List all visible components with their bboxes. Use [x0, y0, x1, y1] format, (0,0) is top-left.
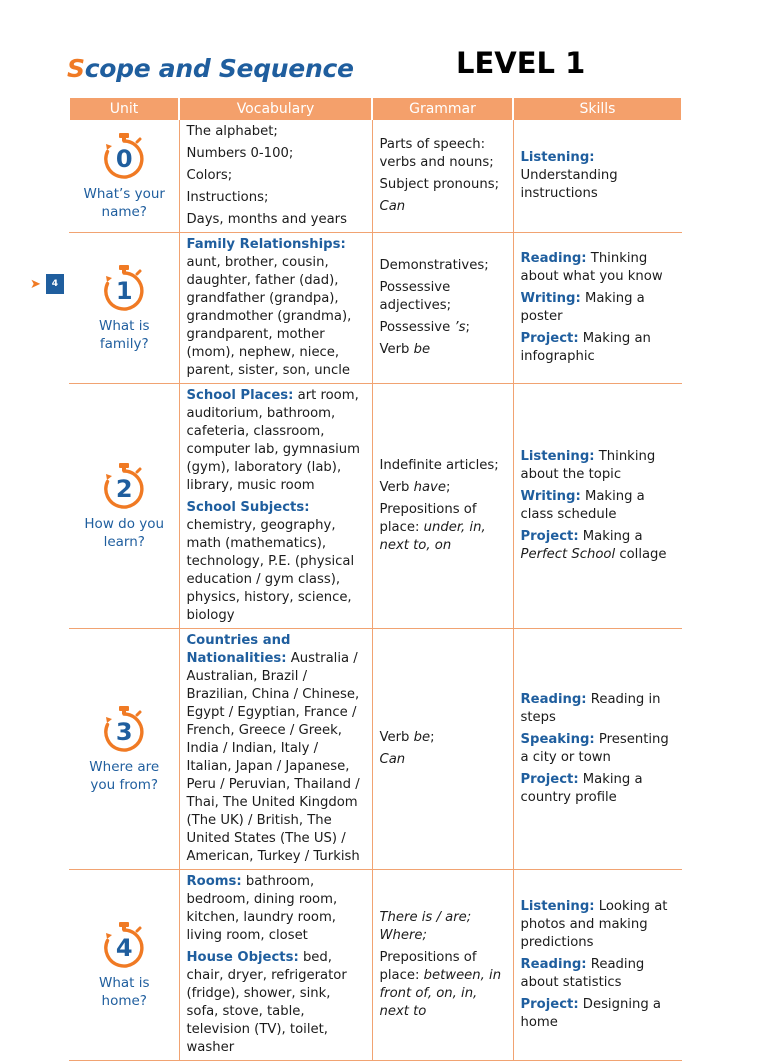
- skill-label: Project:: [520, 331, 579, 346]
- unit-number: 1: [115, 277, 133, 305]
- skill-text: Understanding instructions: [520, 168, 618, 201]
- skill-item: [521, 250, 677, 286]
- grammar-suffix: ;: [465, 320, 470, 335]
- skill-text: Making a poster: [520, 291, 645, 324]
- grammar-italic: be: [413, 342, 431, 357]
- grammar-text: Prepositions of place:: [379, 950, 477, 983]
- skill-label: Reading:: [520, 251, 587, 266]
- grammar-text: Possessive adjectives;: [379, 280, 452, 313]
- grammar-text: Subject pronouns;: [379, 177, 500, 192]
- unit-question: [76, 185, 173, 221]
- title-first-letter: S: [67, 54, 85, 83]
- title-rest: cope and Sequence: [84, 54, 354, 83]
- skill-text: Designing a home: [520, 997, 661, 1030]
- vocab-category: Family Relationships:: [186, 237, 346, 252]
- stopwatch-shape: [137, 271, 140, 274]
- unit-badge: [98, 704, 150, 756]
- skill-item: [521, 528, 677, 564]
- unit-question: [76, 515, 173, 551]
- skill-text: Reading about statistics: [520, 957, 645, 990]
- grammar-item: [380, 751, 507, 769]
- skills-cell: [513, 870, 682, 1061]
- unit-question-line: Where are: [89, 759, 160, 775]
- vocab-item: Instructions;: [186, 190, 269, 205]
- vocab-block: [187, 236, 366, 380]
- unit-question: [76, 758, 173, 794]
- skill-italic: Perfect School: [520, 547, 616, 562]
- vocab-category: School Places:: [186, 388, 294, 403]
- vocab-block: [187, 632, 366, 866]
- vocab-words: chemistry, geography, math (mathematics), technology, P.E. (physical education / gym class), physics, history, science, biology: [186, 518, 355, 623]
- skill-item: [521, 330, 677, 366]
- skill-text: Reading in steps: [520, 692, 661, 725]
- grammar-item: [380, 198, 507, 216]
- skill-text: Making a: [582, 529, 643, 544]
- level-title: LEVEL 1: [456, 46, 586, 80]
- grammar-suffix: ;: [445, 480, 451, 495]
- grammar-cell: [372, 120, 513, 233]
- page-header: [0, 0, 768, 96]
- skill-label: Writing:: [520, 489, 581, 504]
- skill-item: [521, 956, 677, 992]
- vocabulary-cell: [179, 120, 372, 233]
- grammar-cell: [372, 629, 513, 870]
- grammar-text: Prepositions of place:: [379, 502, 477, 535]
- header-vocabulary: Vocabulary: [179, 98, 372, 120]
- grammar-cell: [372, 870, 513, 1061]
- grammar-text: Verb: [379, 342, 414, 357]
- skill-item: [521, 149, 677, 203]
- grammar-item: [380, 257, 507, 275]
- grammar-item: [380, 341, 507, 359]
- stopwatch-shape: [137, 139, 140, 142]
- grammar-italic: There is / are; Where;: [379, 910, 472, 943]
- vocab-words: Australia / Australian, Brazil / Brazilian, China / Chinese, Egypt / Egyptian, France / French, Greece / Greek, India / Indian, Italy / Italian, Japan / Japanese, Peru / Peruvian, Thailand / Thai, The United Kingdom (The UK) / British, The United States (The US) / American, Turkey / Turkish: [186, 651, 360, 864]
- chevron-right-icon: ➤: [30, 276, 41, 292]
- grammar-item: [380, 279, 507, 315]
- skill-label: Reading:: [520, 692, 587, 707]
- grammar-cell: [372, 384, 513, 629]
- skill-label: Listening:: [520, 449, 595, 464]
- skill-text: Making an infographic: [520, 331, 651, 364]
- table-row: [69, 120, 682, 233]
- table-header-row: [69, 98, 682, 120]
- unit-question-line: you from?: [90, 777, 159, 793]
- grammar-cell: [372, 233, 513, 384]
- unit-badge: [98, 920, 150, 972]
- unit-number: 3: [115, 718, 133, 746]
- grammar-text: Indefinite articles;: [379, 458, 499, 473]
- skill-item: [521, 488, 677, 524]
- grammar-suffix: ;: [430, 730, 435, 745]
- grammar-text: Possessive: [379, 320, 455, 335]
- unit-number: 4: [115, 934, 133, 962]
- skill-suffix: collage: [615, 547, 667, 562]
- vocab-block: [187, 387, 366, 495]
- vocab-block: [187, 499, 366, 625]
- unit-question-line: home?: [101, 993, 147, 1009]
- vocab-words: art room, auditorium, bathroom, cafeteria, classroom, computer lab, gymnasium (gym), laboratory (lab), library, music room: [186, 388, 360, 493]
- unit-badge: [98, 131, 150, 183]
- vocabulary-cell: [179, 233, 372, 384]
- skill-text: Making a class schedule: [520, 489, 645, 522]
- vocab-item: Colors;: [186, 168, 233, 183]
- vocab-item: Days, months and years: [186, 212, 347, 227]
- skill-item: [521, 771, 677, 807]
- unit-badge: [98, 263, 150, 315]
- unit-number: 2: [115, 475, 133, 503]
- header-unit: Unit: [69, 98, 179, 120]
- unit-badge: [98, 461, 150, 513]
- page-number: 4: [46, 274, 64, 294]
- unit-question-line: family?: [99, 336, 149, 352]
- stopwatch-shape: [137, 712, 140, 715]
- page-title: [67, 54, 354, 83]
- grammar-item: [380, 136, 507, 172]
- vocabulary-cell: [179, 629, 372, 870]
- grammar-item: [380, 457, 507, 475]
- page-number-tab: [30, 274, 64, 294]
- skill-text: Looking at photos and making predictions: [520, 899, 668, 950]
- vocab-block: [187, 873, 366, 945]
- table-row: [69, 384, 682, 629]
- grammar-item: [380, 729, 507, 747]
- skills-cell: [513, 384, 682, 629]
- header-skills: Skills: [513, 98, 682, 120]
- header-grammar: Grammar: [372, 98, 513, 120]
- skill-item: [521, 691, 677, 727]
- table-row: [69, 629, 682, 870]
- unit-question-line: What is: [98, 318, 150, 334]
- unit-cell: [69, 384, 179, 629]
- grammar-item: [380, 909, 507, 945]
- skill-item: [521, 290, 677, 326]
- grammar-text: Parts of speech: verbs and nouns;: [379, 137, 494, 170]
- unit-question-line: How do you: [84, 516, 165, 532]
- unit-question: [76, 317, 173, 353]
- unit-number: 0: [115, 145, 133, 173]
- vocabulary-cell: [179, 384, 372, 629]
- skill-item: [521, 448, 677, 484]
- skill-label: Listening:: [520, 899, 595, 914]
- stopwatch-shape: [137, 928, 140, 931]
- grammar-italic: under, in, next to, on: [379, 520, 486, 553]
- vocab-words: aunt, brother, cousin, daughter, father (dad), grandfather (grandpa), grandmother (grandma), grandparent, mother (mom), nephew, niece, parent, sister, son, uncle: [186, 255, 352, 378]
- grammar-italic: ’s: [454, 320, 466, 335]
- grammar-text: Verb: [379, 480, 414, 495]
- skill-text: Presenting a city or town: [520, 732, 669, 765]
- skill-label: Project:: [520, 772, 579, 787]
- vocab-category: Rooms:: [186, 874, 242, 889]
- vocab-item: Numbers 0-100;: [186, 146, 294, 161]
- skills-cell: [513, 233, 682, 384]
- grammar-text: Verb: [379, 730, 414, 745]
- skill-label: Project:: [520, 997, 579, 1012]
- vocab-item: The alphabet;: [186, 124, 278, 139]
- unit-question-line: learn?: [103, 534, 145, 550]
- unit-question-line: What is: [98, 975, 150, 991]
- skills-cell: [513, 629, 682, 870]
- grammar-item: [380, 319, 507, 337]
- vocab-category: House Objects:: [186, 950, 299, 965]
- grammar-italic: Can: [379, 752, 406, 767]
- unit-cell: [69, 629, 179, 870]
- skill-text: Thinking about what you know: [520, 251, 663, 284]
- skill-label: Speaking:: [520, 732, 595, 747]
- unit-cell: [69, 870, 179, 1061]
- table-row: [69, 233, 682, 384]
- vocabulary-cell: [179, 870, 372, 1061]
- skill-item: [521, 898, 677, 952]
- grammar-italic: between, in front of, on, in, next to: [379, 968, 502, 1019]
- vocab-words: bed, chair, dryer, refrigerator (fridge), shower, sink, sofa, stove, table, television (TV), toilet, washer: [186, 950, 347, 1055]
- skill-item: [521, 731, 677, 767]
- grammar-item: [380, 949, 507, 1021]
- unit-question: [76, 974, 173, 1010]
- unit-question-line: name?: [101, 204, 147, 220]
- skill-item: [521, 996, 677, 1032]
- grammar-item: [380, 176, 507, 194]
- grammar-italic: Can: [379, 199, 406, 214]
- unit-question-line: What’s your: [83, 186, 165, 202]
- vocab-words: bathroom, bedroom, dining room, kitchen, laundry room, living room, closet: [186, 874, 338, 943]
- skill-label: Project:: [520, 529, 579, 544]
- scope-table: [68, 98, 683, 1061]
- skill-label: Listening:: [520, 150, 595, 165]
- grammar-italic: have: [413, 480, 446, 495]
- grammar-item: [380, 479, 507, 497]
- unit-cell: [69, 233, 179, 384]
- unit-cell: [69, 120, 179, 233]
- vocab-block: [187, 949, 366, 1057]
- table-row: [69, 870, 682, 1061]
- grammar-text: Demonstratives;: [379, 258, 489, 273]
- grammar-item: [380, 501, 507, 555]
- skill-label: Writing:: [520, 291, 581, 306]
- vocab-category: Countries and Nationalities:: [186, 633, 291, 666]
- skill-text: Thinking about the topic: [520, 449, 656, 482]
- skill-label: Reading:: [520, 957, 587, 972]
- stopwatch-shape: [137, 469, 140, 472]
- vocab-category: School Subjects:: [186, 500, 310, 515]
- grammar-italic: be: [413, 730, 431, 745]
- skills-cell: [513, 120, 682, 233]
- skill-text: Making a country profile: [520, 772, 643, 805]
